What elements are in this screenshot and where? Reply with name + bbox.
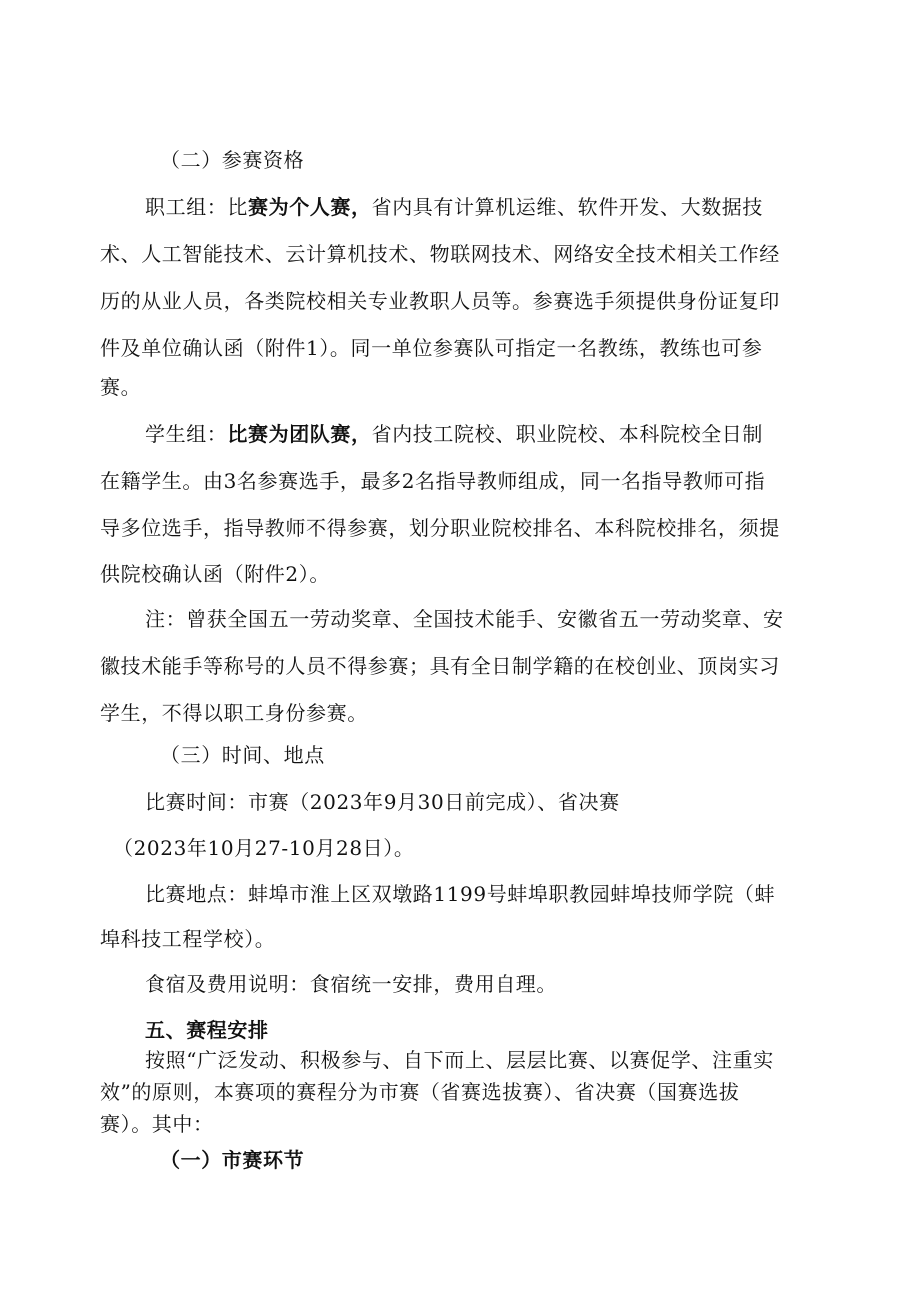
paragraph-line: 按照“广泛发动、积极参与、自下而上、层层比赛、以赛促学、注重实 xyxy=(145,1048,774,1072)
section-heading-city-round: （一）市赛环节 xyxy=(160,1148,305,1172)
paragraph-line: 比赛时间：市赛（2023年9月30日前完成）、省决赛 xyxy=(145,790,620,814)
text-run: 省内技工院校、职业院校、本科院校全日制 xyxy=(371,422,764,446)
text-run: 省内具有计算机运维、软件开发、大数据技 xyxy=(371,195,764,219)
paragraph-line: 效”的原则，本赛项的赛程分为市赛（省赛选拔赛）、省决赛（国赛选拔 xyxy=(100,1080,740,1104)
paragraph-line: （2023年10月27-10月28日）。 xyxy=(113,836,415,860)
paragraph-line: 注：曾获全国五一劳动奖章、全国技术能手、安徽省五一劳动奖章、安 xyxy=(145,607,784,631)
section-heading-time-place: （三）时间、地点 xyxy=(160,743,325,767)
bold-text-run: 比赛为团队赛， xyxy=(227,422,372,446)
paragraph-line: 件及单位确认函（附件1）。同一单位参赛队可指定一名教练，教练也可参 xyxy=(100,336,763,360)
paragraph-line: 比赛地点：蚌埠市淮上区双墩路1199号蚌埠职教园蚌埠技师学院（蚌 xyxy=(145,882,776,906)
paragraph-line xyxy=(145,193,875,221)
paragraph-line: 埠科技工程学校）。 xyxy=(100,927,276,951)
text-run: 职工组：比 xyxy=(145,195,248,219)
bold-text-run: 赛为个人赛， xyxy=(248,195,372,219)
section-heading-eligibility: （二）参赛资格 xyxy=(160,148,305,172)
paragraph-line: 在籍学生。由3名参赛选手，最多2名指导教师组成，同一名指导教师可指 xyxy=(100,469,766,493)
paragraph-line: 历的从业人员，各类院校相关专业教职人员等。参赛选手须提供身份证复印 xyxy=(100,289,780,313)
paragraph-line: 食宿及费用说明：食宿统一安排，费用自理。 xyxy=(145,972,557,996)
paragraph-line: 赛）。其中： xyxy=(100,1112,214,1136)
text-run: 学生组： xyxy=(145,422,228,446)
paragraph-line: 供院校确认函（附件2）。 xyxy=(100,562,330,586)
paragraph-line xyxy=(145,420,875,448)
paragraph-line: 学生，不得以职工身份参赛。 xyxy=(100,701,368,725)
section-heading-schedule: 五、赛程安排 xyxy=(145,1018,269,1042)
paragraph-line: 徽技术能手等称号的人员不得参赛；具有全日制学籍的在校创业、顶岗实习 xyxy=(100,654,780,678)
paragraph-line: 导多位选手，指导教师不得参赛，划分职业院校排名、本科院校排名，须提 xyxy=(100,516,780,540)
paragraph-line: 赛。 xyxy=(100,375,142,399)
paragraph-line: 术、人工智能技术、云计算机技术、物联网技术、网络安全技术相关工作经 xyxy=(100,242,780,266)
